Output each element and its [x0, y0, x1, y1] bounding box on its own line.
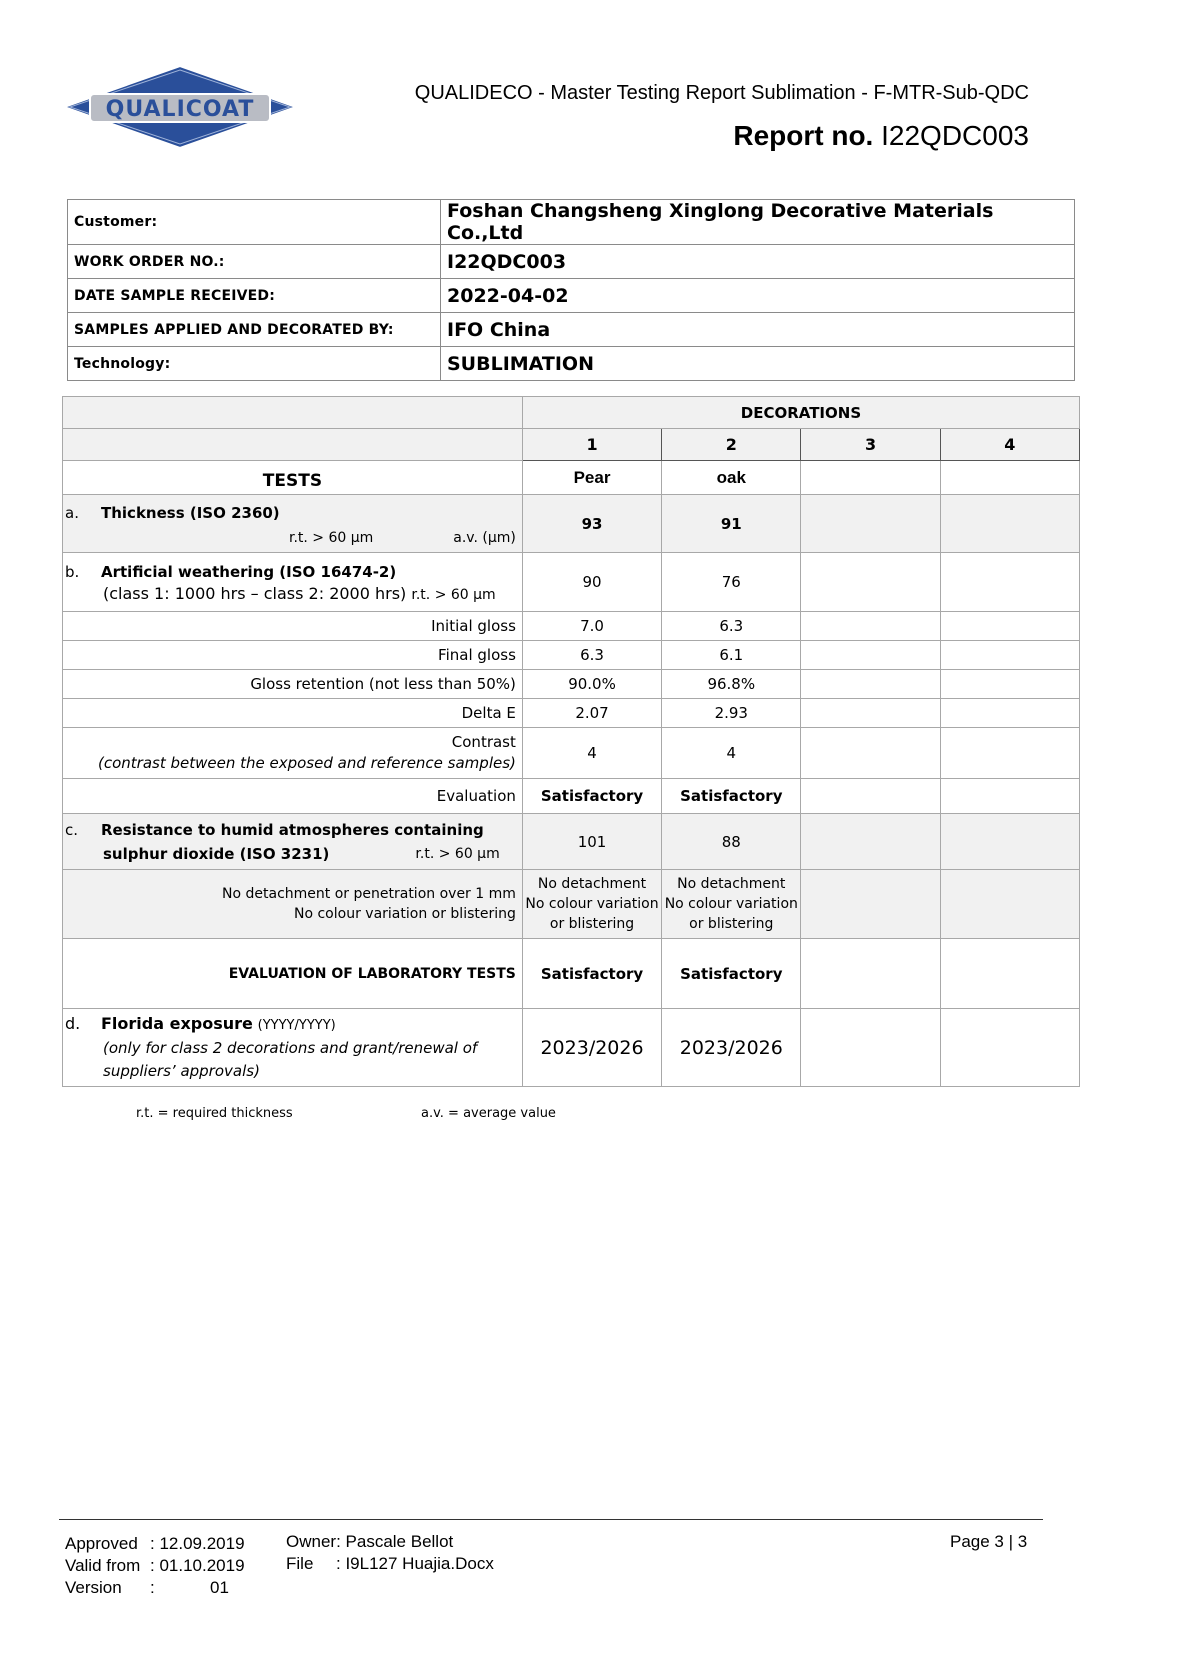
- florida-title: Florida exposure: [101, 1014, 253, 1033]
- weathering-row: [63, 553, 1080, 612]
- decoration-col-2: 2: [662, 429, 801, 461]
- work-order-label: WORK ORDER NO.:: [68, 245, 441, 279]
- note-required-thickness: r.t. = required thickness: [136, 1106, 293, 1121]
- humid-result-1-line3: or blistering: [549, 916, 635, 932]
- report-number-value: I22QDC003: [881, 120, 1029, 151]
- gloss-retention-value-2: 96.8%: [662, 670, 801, 699]
- lab-evaluation-3: [801, 939, 940, 1009]
- weathering-value-3: [801, 553, 940, 612]
- approved-value: : 12.09.2019: [150, 1534, 245, 1553]
- weathering-rt: r.t. > 60 µm: [411, 587, 496, 603]
- thickness-value-1: 93: [522, 495, 661, 553]
- report-label: Report no.: [733, 120, 874, 151]
- test-letter: d.: [65, 1014, 81, 1033]
- humid-criteria-row: [63, 870, 1080, 939]
- florida-row: [63, 1009, 1080, 1087]
- humid-criteria-cell: [63, 870, 523, 939]
- version-label: Version: [65, 1578, 122, 1597]
- humid-title-line2: sulphur dioxide (ISO 3231): [103, 844, 330, 863]
- florida-label-cell: [63, 1009, 523, 1087]
- contrast-label: Contrast: [451, 733, 516, 751]
- gloss-retention-label: Gloss retention (not less than 50%): [63, 670, 523, 699]
- lab-evaluation-2: Satisfactory: [662, 939, 801, 1009]
- humid-result-2-line1: No detachment: [677, 876, 786, 892]
- decoration-name-3: [801, 461, 940, 495]
- weathering-value-1: 90: [522, 553, 661, 612]
- weathering-evaluation-1: Satisfactory: [522, 779, 661, 814]
- lab-evaluation-4: [940, 939, 1079, 1009]
- date-received-value: 2022-04-02: [441, 279, 1075, 313]
- info-row-date-received: [68, 279, 1075, 313]
- initial-gloss-value-1: 7.0: [522, 612, 661, 641]
- document-title: QUALIDECO - Master Testing Report Sublimation - F-MTR-Sub-QDC: [414, 82, 1029, 104]
- valid-from-value: : 01.10.2019: [150, 1556, 245, 1575]
- decoration-name-row: [63, 461, 1080, 495]
- delta-e-label: Delta E: [63, 699, 523, 728]
- customer-value: Foshan Changsheng Xinglong Decorative Materials Co.,Ltd: [441, 200, 1075, 245]
- thickness-value-2: 91: [662, 495, 801, 553]
- info-row-technology: [68, 347, 1075, 381]
- initial-gloss-value-4: [940, 612, 1079, 641]
- lab-evaluation-label: EVALUATION OF LABORATORY TESTS: [63, 939, 523, 1009]
- humid-criteria-line1: No detachment or penetration over 1 mm: [222, 886, 516, 902]
- thickness-av: a.v. (µm): [453, 529, 516, 546]
- test-letter: b.: [65, 563, 80, 581]
- decoration-number-row: [63, 429, 1080, 461]
- contrast-note: (contrast between the exposed and reference samples): [98, 754, 516, 772]
- final-gloss-value-4: [940, 641, 1079, 670]
- decoration-col-4: 4: [940, 429, 1079, 461]
- footer-approval-info: [65, 1533, 245, 1599]
- thickness-rt: r.t. > 60 µm: [289, 529, 374, 546]
- decoration-col-1: 1: [522, 429, 661, 461]
- valid-from-label: Valid from: [65, 1556, 141, 1575]
- customer-label: Customer:: [68, 200, 441, 245]
- weathering-title: Artificial weathering (ISO 16474-2): [101, 563, 397, 581]
- final-gloss-label: Final gloss: [63, 641, 523, 670]
- humid-result-2: [662, 870, 801, 939]
- info-row-applied-by: [68, 313, 1075, 347]
- delta-e-value-2: 2.93: [662, 699, 801, 728]
- humid-result-4: [940, 870, 1079, 939]
- thickness-value-3: [801, 495, 940, 553]
- note-average-value: a.v. = average value: [421, 1106, 556, 1121]
- svg-text:QUALICOAT: QUALICOAT: [105, 97, 255, 122]
- qualicoat-logo-icon: [62, 64, 298, 150]
- empty-header-cell: [63, 429, 523, 461]
- qualicoat-logo: [62, 64, 298, 150]
- empty-header-cell: [63, 397, 523, 429]
- version-value: 01: [210, 1578, 229, 1597]
- decoration-name-4: [940, 461, 1079, 495]
- info-row-customer: [68, 200, 1075, 245]
- initial-gloss-value-3: [801, 612, 940, 641]
- florida-value-4: [940, 1009, 1079, 1087]
- humid-rt: r.t. > 60 µm: [415, 845, 500, 862]
- lab-evaluation-1: Satisfactory: [522, 939, 661, 1009]
- initial-gloss-label: Initial gloss: [63, 612, 523, 641]
- florida-value-3: [801, 1009, 940, 1087]
- final-gloss-value-2: 6.1: [662, 641, 801, 670]
- humid-result-1-line1: No detachment: [537, 876, 647, 892]
- delta-e-row: [63, 699, 1080, 728]
- test-letter: a.: [65, 503, 79, 522]
- gloss-retention-value-4: [940, 670, 1079, 699]
- humid-result-2-line2: No colour variation: [664, 896, 798, 912]
- weathering-evaluation-row: [63, 779, 1080, 814]
- info-row-work-order: [68, 245, 1075, 279]
- owner-label: Owner:: [286, 1532, 341, 1551]
- customer-info-table: [67, 199, 1075, 381]
- florida-note-line2: suppliers’ approvals): [103, 1062, 260, 1080]
- humid-value-1: 101: [522, 814, 661, 870]
- page-number: Page 3 | 3: [950, 1532, 1028, 1551]
- applied-by-value: IFO China: [441, 313, 1075, 347]
- delta-e-value-3: [801, 699, 940, 728]
- humid-result-1: [522, 870, 661, 939]
- initial-gloss-value-2: 6.3: [662, 612, 801, 641]
- weathering-subtitle: (class 1: 1000 hrs – class 2: 2000 hrs): [103, 584, 407, 603]
- decoration-col-3: 3: [801, 429, 940, 461]
- thickness-row: [63, 495, 1080, 553]
- work-order-value: I22QDC003: [441, 245, 1075, 279]
- weathering-evaluation-2: Satisfactory: [662, 779, 801, 814]
- date-received-label: DATE SAMPLE RECEIVED:: [68, 279, 441, 313]
- humid-result-3: [801, 870, 940, 939]
- footer-divider: [59, 1519, 1043, 1520]
- humid-value-3: [801, 814, 940, 870]
- florida-value-1: 2023/2026: [522, 1009, 661, 1087]
- weathering-evaluation-label: Evaluation: [63, 779, 523, 814]
- contrast-value-1: 4: [522, 728, 661, 779]
- lab-evaluation-row: [63, 939, 1080, 1009]
- humid-label-cell: [63, 814, 523, 870]
- thickness-value-4: [940, 495, 1079, 553]
- owner-value: Pascale Bellot: [345, 1532, 454, 1551]
- weathering-label-cell: [63, 553, 523, 612]
- humid-value-4: [940, 814, 1079, 870]
- contrast-row: [63, 728, 1080, 779]
- contrast-value-2: 4: [662, 728, 801, 779]
- technology-value: SUBLIMATION: [441, 347, 1075, 381]
- florida-format: (YYYY/YYYY): [257, 1018, 336, 1033]
- florida-note-line1: (only for class 2 decorations and grant/renewal of: [103, 1039, 478, 1057]
- test-letter: c.: [65, 820, 79, 839]
- report-number: [733, 120, 1029, 152]
- decoration-name-1: Pear: [522, 461, 661, 495]
- florida-value-2: 2023/2026: [662, 1009, 801, 1087]
- footer-owner-info: [286, 1531, 494, 1575]
- applied-by-label: SAMPLES APPLIED AND DECORATED BY:: [68, 313, 441, 347]
- final-gloss-value-1: 6.3: [522, 641, 661, 670]
- weathering-value-2: 76: [662, 553, 801, 612]
- file-label: File: [286, 1554, 314, 1573]
- humid-criteria-line2: No colour variation or blistering: [294, 906, 516, 922]
- gloss-retention-row: [63, 670, 1080, 699]
- final-gloss-value-3: [801, 641, 940, 670]
- gloss-retention-value-1: 90.0%: [522, 670, 661, 699]
- tests-table: [62, 396, 1080, 1087]
- delta-e-value-1: 2.07: [522, 699, 661, 728]
- weathering-evaluation-3: [801, 779, 940, 814]
- contrast-value-3: [801, 728, 940, 779]
- delta-e-value-4: [940, 699, 1079, 728]
- humid-title-line1: Resistance to humid atmospheres containing: [101, 820, 484, 839]
- humid-result-2-line3: or blistering: [689, 916, 774, 932]
- final-gloss-row: [63, 641, 1080, 670]
- thickness-title: Thickness (ISO 2360): [101, 503, 280, 522]
- gloss-retention-value-3: [801, 670, 940, 699]
- contrast-value-4: [940, 728, 1079, 779]
- file-value: : I9L127 Huajia.Docx: [336, 1554, 494, 1573]
- contrast-label-cell: [63, 728, 523, 779]
- humid-value-2: 88: [662, 814, 801, 870]
- decoration-name-2: oak: [662, 461, 801, 495]
- tests-header: TESTS: [63, 461, 523, 495]
- decorations-header-row: [63, 397, 1080, 429]
- thickness-label-cell: [63, 495, 523, 553]
- version-separator: :: [150, 1578, 155, 1597]
- technology-label: Technology:: [68, 347, 441, 381]
- weathering-evaluation-4: [940, 779, 1079, 814]
- weathering-value-4: [940, 553, 1079, 612]
- humid-result-1-line2: No colour variation: [525, 896, 659, 912]
- humid-row: [63, 814, 1080, 870]
- initial-gloss-row: [63, 612, 1080, 641]
- approved-label: Approved: [65, 1534, 138, 1553]
- decorations-header: DECORATIONS: [522, 397, 1079, 429]
